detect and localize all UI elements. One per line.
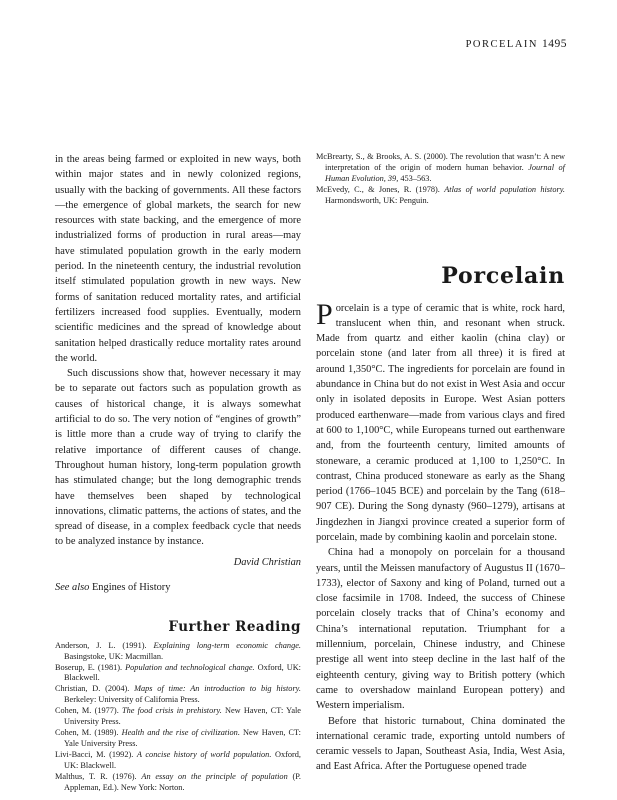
right-column [316, 152, 565, 775]
article-first-paragraph [316, 297, 565, 546]
reference-list [55, 641, 301, 794]
body-paragraph: Such discussions show that, however necessary it may be to separate out factors such as population growth as causes of historical change, it is always somewhat artificial to do so. The very notion of “engines of growth” is little more than a crude way of trying to clarify the relative importance of different causes of change. Throughout human history, long-term population growth has stimulated change; but the long demographic trends have themselves been shaped by technological innovations, climatic patterns, the actions of states, and the spread of disease, in a complex feedback cycle that needs to be analyzed instance by instance. [55, 368, 301, 548]
body-paragraph: in the areas being farmed or exploited in new ways, both within major states and in newly colonized regions, usually with the backing of governments. All these factors—the emergence of global markets, the search for new resources with state backing, and the emergence of more industrialized forms of production in rural areas—may have stimulated population growth in the early modern period. In the nineteenth century, the industrial revolution itself stimulated population growth in new ways. New forms of sanitation reduced mortality rates, and artificial fertilizers increased food supplies. Eventually, modern scientific medicines and the spread of knowledge about sanitation helped drastically reduce mortality rates around the world. [55, 154, 301, 364]
running-header [466, 38, 567, 50]
reference-item: McEvedy, C., & Jones, R. (1978). Atlas of world population history. Harmondsworth, UK: Penguin. [316, 184, 565, 205]
reference-item: Anderson, J. L. (1991). Explaining long-term economic change. Basingstoke, UK: Macmillan. [55, 640, 301, 661]
first-paragraph-text: orcelain is a type of ceramic that is white, rock hard, translucent when thin, and resonant when struck. Made from quartz and either kaolin (china clay) or porcelain stone (and later from all three) it is fired at around 1,350°C. The ingredients for porcelain are found in abundance in China but do not exist in West Asia and occur only in isolated deposits in Europe. West Asian potters produced earthenware—made from various clays and fired at 600 to 1,100°C, while Europeans turned out earthenware and, from the fourteenth century, limited amounts of stoneware, a ceramic produced at 1,100 to 1,250°C. In contrast, China produced stoneware as early as the Shang period (1766–1045 BCE) and porcelain by the Tang (618–907 CE). During the Song dynasty (960–1279), artisans at Jingdezhen in Jiangxi province created a superior form of porcelain, made by combining kaolin and porcelain stone. [316, 302, 565, 543]
reference-item: Boserup, E. (1981). Population and technological change. Oxford, UK: Blackwell. [55, 662, 301, 683]
reference-item: Cohen, M. (1977). The food crisis in prehistory. New Haven, CT: Yale University Press. [55, 706, 301, 727]
reference-item: Christian, D. (2004). Maps of time: An introduction to big history. Berkeley: University of California Press. [55, 684, 301, 705]
running-title: PORCELAIN [465, 39, 538, 50]
reference-item: Malthus, T. R. (1976). An essay on the principle of population (P. Appleman, Ed.). New York: Norton. [55, 771, 301, 792]
further-reading-heading: Further Reading [168, 618, 301, 635]
reference-list-continued [316, 152, 565, 207]
drop-cap: P [316, 297, 333, 331]
reference-item: Livi-Bacci, M. (1992). A concise history of world population. Oxford, UK: Blackwell. [55, 749, 302, 770]
see-also-link: Engines of History [91, 581, 171, 593]
see-also-label: See also [55, 581, 90, 593]
article-title: Porcelain [441, 262, 565, 289]
reference-item: McBrearty, S., & Brooks, A. S. (2000). The revolution that wasn’t: A new interpretation of the origin of modern human behavior. Journal of Human Evolution, 39, 453–563. [316, 152, 565, 183]
reference-item: Cohen, M. (1989). Health and the rise of civilization. New Haven, CT: Yale University Press. [55, 727, 301, 748]
left-column [55, 152, 301, 793]
body-paragraph: Before that historic turnabout, China dominated the international ceramic trade, exporting untold numbers of ceramic vessels to Japan, Southeast Asia, India, West Asia, and East Africa. After the Portuguese opened trade [316, 715, 565, 773]
see-also [55, 582, 301, 593]
page-number: 1495 [542, 38, 567, 50]
body-paragraph: China had a monopoly on porcelain for a thousand years, until the Meissen manufactory of Augustus II (1670–1733), elector of Saxony and king of Poland, turned out a close facsimile in 1708. Indeed, the success of Chinese porcelain closely tracks that of China’s economy and China’s international reputation. Triumphant for a millennium, porcelain, Chinese industry, and Chinese prestige all went into steep decline in the last half of the eighteenth century, giving way to British pottery (which came to overshadow mainland European pottery) and Western imperialism. [316, 547, 565, 712]
author-signature: David Christian [233, 556, 301, 568]
